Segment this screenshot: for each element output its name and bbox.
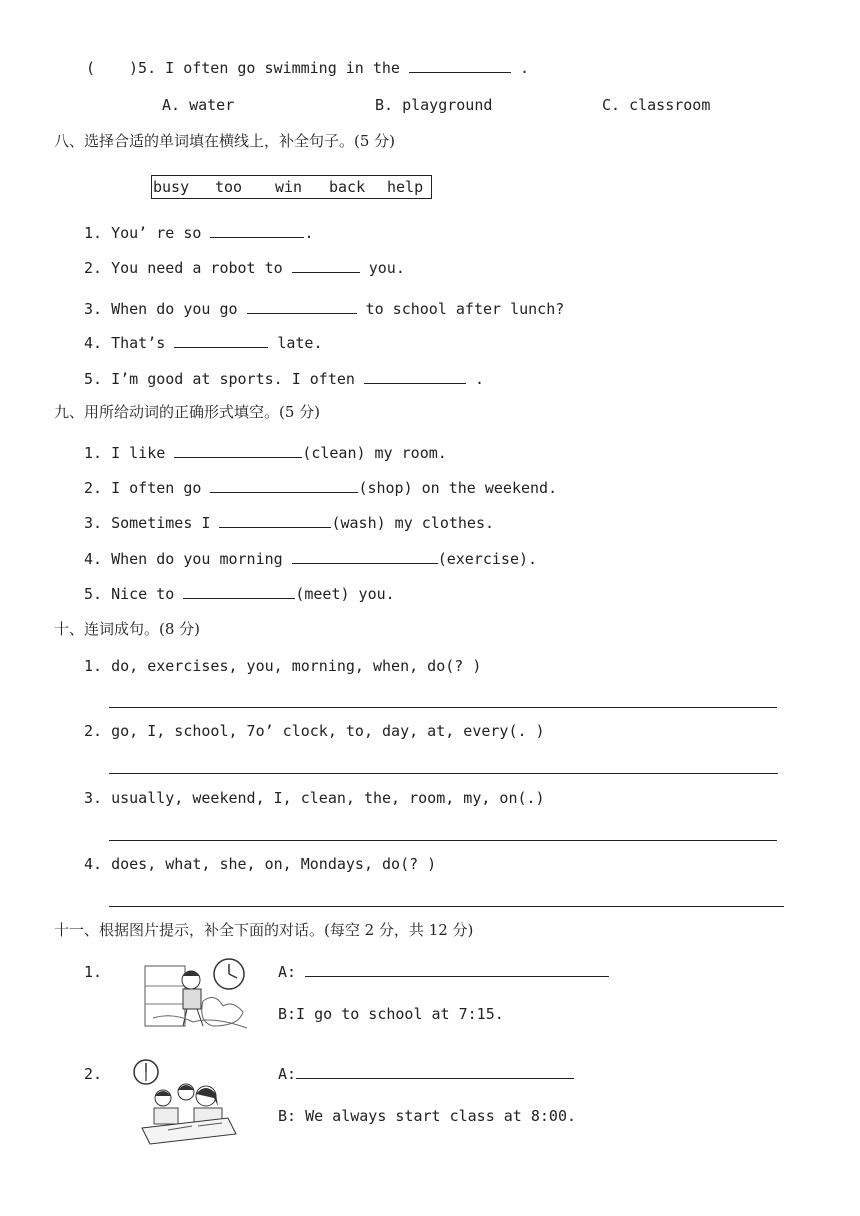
q5-answer-blank[interactable]: [409, 58, 511, 73]
q5-option-a[interactable]: A. water: [162, 96, 235, 114]
sec8-item-3: [84, 299, 564, 319]
sec10-item-1: [84, 656, 481, 676]
answer-line[interactable]: [109, 906, 784, 907]
item-text: late.: [277, 334, 323, 352]
answer-line[interactable]: [109, 773, 778, 774]
sec8-item-5: [84, 369, 484, 389]
sec9-item-1: [84, 443, 447, 463]
q5-stem: [86, 58, 529, 78]
sec11-item-2-a: [278, 1064, 574, 1084]
sec11-item-1-number: 1.: [84, 963, 103, 981]
answer-blank[interactable]: [183, 584, 295, 599]
item-text: (shop) on the weekend.: [358, 479, 558, 497]
q5-option-c[interactable]: C. classroom: [602, 96, 711, 114]
answer-blank[interactable]: [210, 223, 304, 238]
sec8-item-2: [84, 258, 405, 278]
word-bank-item: win: [275, 178, 303, 196]
item-number: 2.: [84, 479, 103, 497]
word-bank-item: too: [215, 178, 243, 196]
item-text: Nice to: [111, 585, 175, 603]
item-text: to school after lunch?: [365, 300, 565, 318]
item-number: 4.: [84, 334, 103, 352]
answer-line[interactable]: [109, 707, 777, 708]
item-text: usually, weekend, I, clean, the, room, my, on(.): [111, 789, 545, 807]
q5-paren-open: (: [86, 59, 96, 77]
word-bank-item: busy: [153, 178, 190, 196]
item-number: 1.: [84, 657, 103, 675]
answer-blank[interactable]: [247, 299, 357, 314]
item-number: 3.: [84, 300, 103, 318]
sec9-item-4: [84, 549, 537, 569]
section-9-heading: 九、用所给动词的正确形式填空。(5 分): [54, 403, 321, 421]
item-text: .: [475, 370, 485, 388]
word-bank: [151, 175, 432, 199]
answer-blank[interactable]: [174, 443, 302, 458]
item-text: You need a robot to: [111, 259, 283, 277]
sec10-item-2: [84, 721, 545, 741]
q5-end: .: [520, 59, 530, 77]
q5-option-b[interactable]: B. playground: [375, 96, 493, 114]
item-number: 3.: [84, 514, 103, 532]
word-bank-item: help: [387, 178, 424, 196]
item-number: 4.: [84, 855, 103, 873]
sec11-item-2-number: 2.: [84, 1065, 103, 1083]
item-number: 2.: [84, 259, 103, 277]
section-8-heading: 八、选择合适的单词填在横线上，补全句子。(5 分): [54, 132, 396, 150]
answer-blank[interactable]: [292, 549, 438, 564]
item-text: you.: [368, 259, 405, 277]
item-number: 4.: [84, 550, 103, 568]
item-text: (exercise).: [437, 550, 538, 568]
answer-blank[interactable]: [296, 1064, 574, 1079]
sec11-item-2-b: B: We always start class at 8:00.: [278, 1107, 577, 1125]
speaker-label: A:: [278, 1065, 297, 1083]
answer-blank[interactable]: [305, 962, 609, 977]
item-number: 1.: [84, 224, 103, 242]
item-text: When do you go: [111, 300, 238, 318]
sec9-item-3: [84, 513, 494, 533]
word-bank-item: back: [329, 178, 366, 196]
item-text: You’ re so: [111, 224, 202, 242]
section-10-heading: 十、连词成句。(8 分): [54, 620, 201, 638]
sec9-item-2: [84, 478, 557, 498]
item-text: (meet) you.: [295, 585, 395, 603]
q5-text: )5. I often go swimming in the: [129, 59, 400, 77]
sec8-item-1: [84, 223, 313, 243]
answer-blank[interactable]: [219, 513, 331, 528]
item-text: go, I, school, 7o’ clock, to, day, at, every(. ): [111, 722, 545, 740]
answer-blank[interactable]: [364, 369, 466, 384]
sec9-item-5: [84, 584, 395, 604]
answer-line[interactable]: [109, 840, 777, 841]
item-number: 2.: [84, 722, 103, 740]
item-text: (clean) my room.: [302, 444, 447, 462]
item-text: do, exercises, you, morning, when, do(? ): [111, 657, 482, 675]
item-text: That’s: [111, 334, 166, 352]
item-text: (wash) my clothes.: [331, 514, 495, 532]
classroom-students-clock-illustration: [128, 1058, 238, 1146]
item-text: I like: [111, 444, 166, 462]
item-text: When do you morning: [111, 550, 283, 568]
sec10-item-4: [84, 854, 436, 874]
sec8-item-4: [84, 333, 323, 353]
sec11-item-1-b: B:I go to school at 7:15.: [278, 1005, 504, 1023]
item-text: Sometimes I: [111, 514, 211, 532]
sec11-item-1-a: [278, 962, 609, 982]
answer-blank[interactable]: [210, 478, 358, 493]
item-text: I’m good at sports. I often: [111, 370, 355, 388]
boy-school-clock-illustration: [143, 956, 251, 1034]
item-text: does, what, she, on, Mondays, do(? ): [111, 855, 437, 873]
sec10-item-3: [84, 788, 545, 808]
item-number: 5.: [84, 370, 103, 388]
answer-blank[interactable]: [292, 258, 360, 273]
item-text: .: [304, 224, 314, 242]
item-number: 3.: [84, 789, 103, 807]
section-11-heading: 十一、根据图片提示，补全下面的对话。(每空 2 分，共 12 分): [54, 921, 474, 939]
item-text: I often go: [111, 479, 202, 497]
item-number: 5.: [84, 585, 103, 603]
speaker-label: A:: [278, 963, 297, 981]
answer-blank[interactable]: [174, 333, 268, 348]
item-number: 1.: [84, 444, 103, 462]
